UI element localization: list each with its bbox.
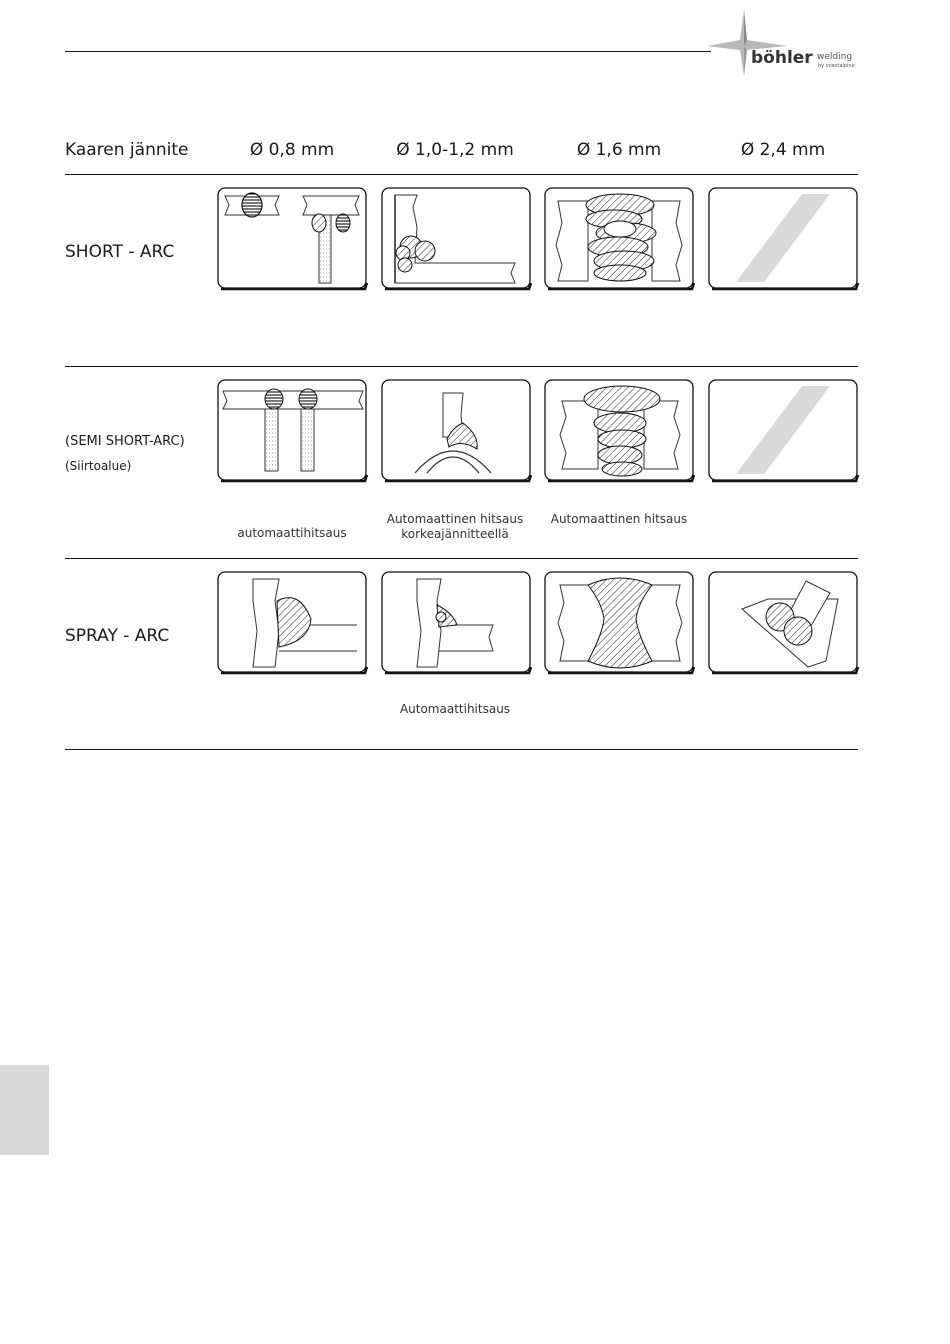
illustration-semi-short-arc-08: [217, 379, 367, 482]
illustration-short-arc-08: [217, 187, 367, 290]
col-header-08: Ø 0,8 mm: [249, 140, 335, 160]
illustration-semi-short-arc-10-12: [381, 379, 531, 482]
row-label-semi-short-arc: (SEMI SHORT-ARC): [65, 434, 185, 449]
illustration-spray-arc-16: [544, 571, 694, 674]
row-label-spray-arc: SPRAY - ARC: [65, 626, 170, 646]
caption-semi-08: automaattihitsaus: [237, 526, 347, 540]
row-divider: [65, 174, 858, 175]
col-header-10-12: Ø 1,0-1,2 mm: [396, 140, 514, 160]
illustration-semi-short-arc-16: [544, 379, 694, 482]
illustration-short-arc-24-not-applicable: [708, 187, 858, 290]
brand-name: böhler: [751, 48, 813, 68]
brand-logo: [707, 10, 867, 80]
caption-spray-10-12: Automaattihitsaus: [399, 702, 511, 716]
header-label: Kaaren jännite: [65, 140, 189, 160]
illustration-spray-arc-10-12: [381, 571, 531, 674]
row-sublabel-siirtoalue: (Siirtoalue): [65, 459, 132, 473]
top-rule: [65, 51, 711, 52]
caption-semi-16: Automaattinen hitsaus: [550, 512, 688, 526]
col-header-16: Ø 1,6 mm: [576, 140, 662, 160]
brand-tagline: by voestalpine: [818, 63, 855, 69]
row-label-short-arc: SHORT - ARC: [65, 242, 175, 262]
brand-suffix: welding: [817, 52, 853, 62]
row-divider: [65, 558, 858, 559]
row-divider: [65, 749, 858, 750]
caption-semi-10-12: Automaattinen hitsaus korkeajännitteellä: [386, 512, 524, 541]
illustration-short-arc-16: [544, 187, 694, 290]
illustration-spray-arc-24: [708, 571, 858, 674]
col-header-24: Ø 2,4 mm: [740, 140, 826, 160]
row-divider: [65, 366, 858, 367]
illustration-semi-short-arc-24-not-applicable: [708, 379, 858, 482]
illustration-spray-arc-08: [217, 571, 367, 674]
star-logo-icon: [707, 10, 867, 80]
illustration-short-arc-10-12: [381, 187, 531, 290]
side-tab: [0, 1065, 49, 1155]
